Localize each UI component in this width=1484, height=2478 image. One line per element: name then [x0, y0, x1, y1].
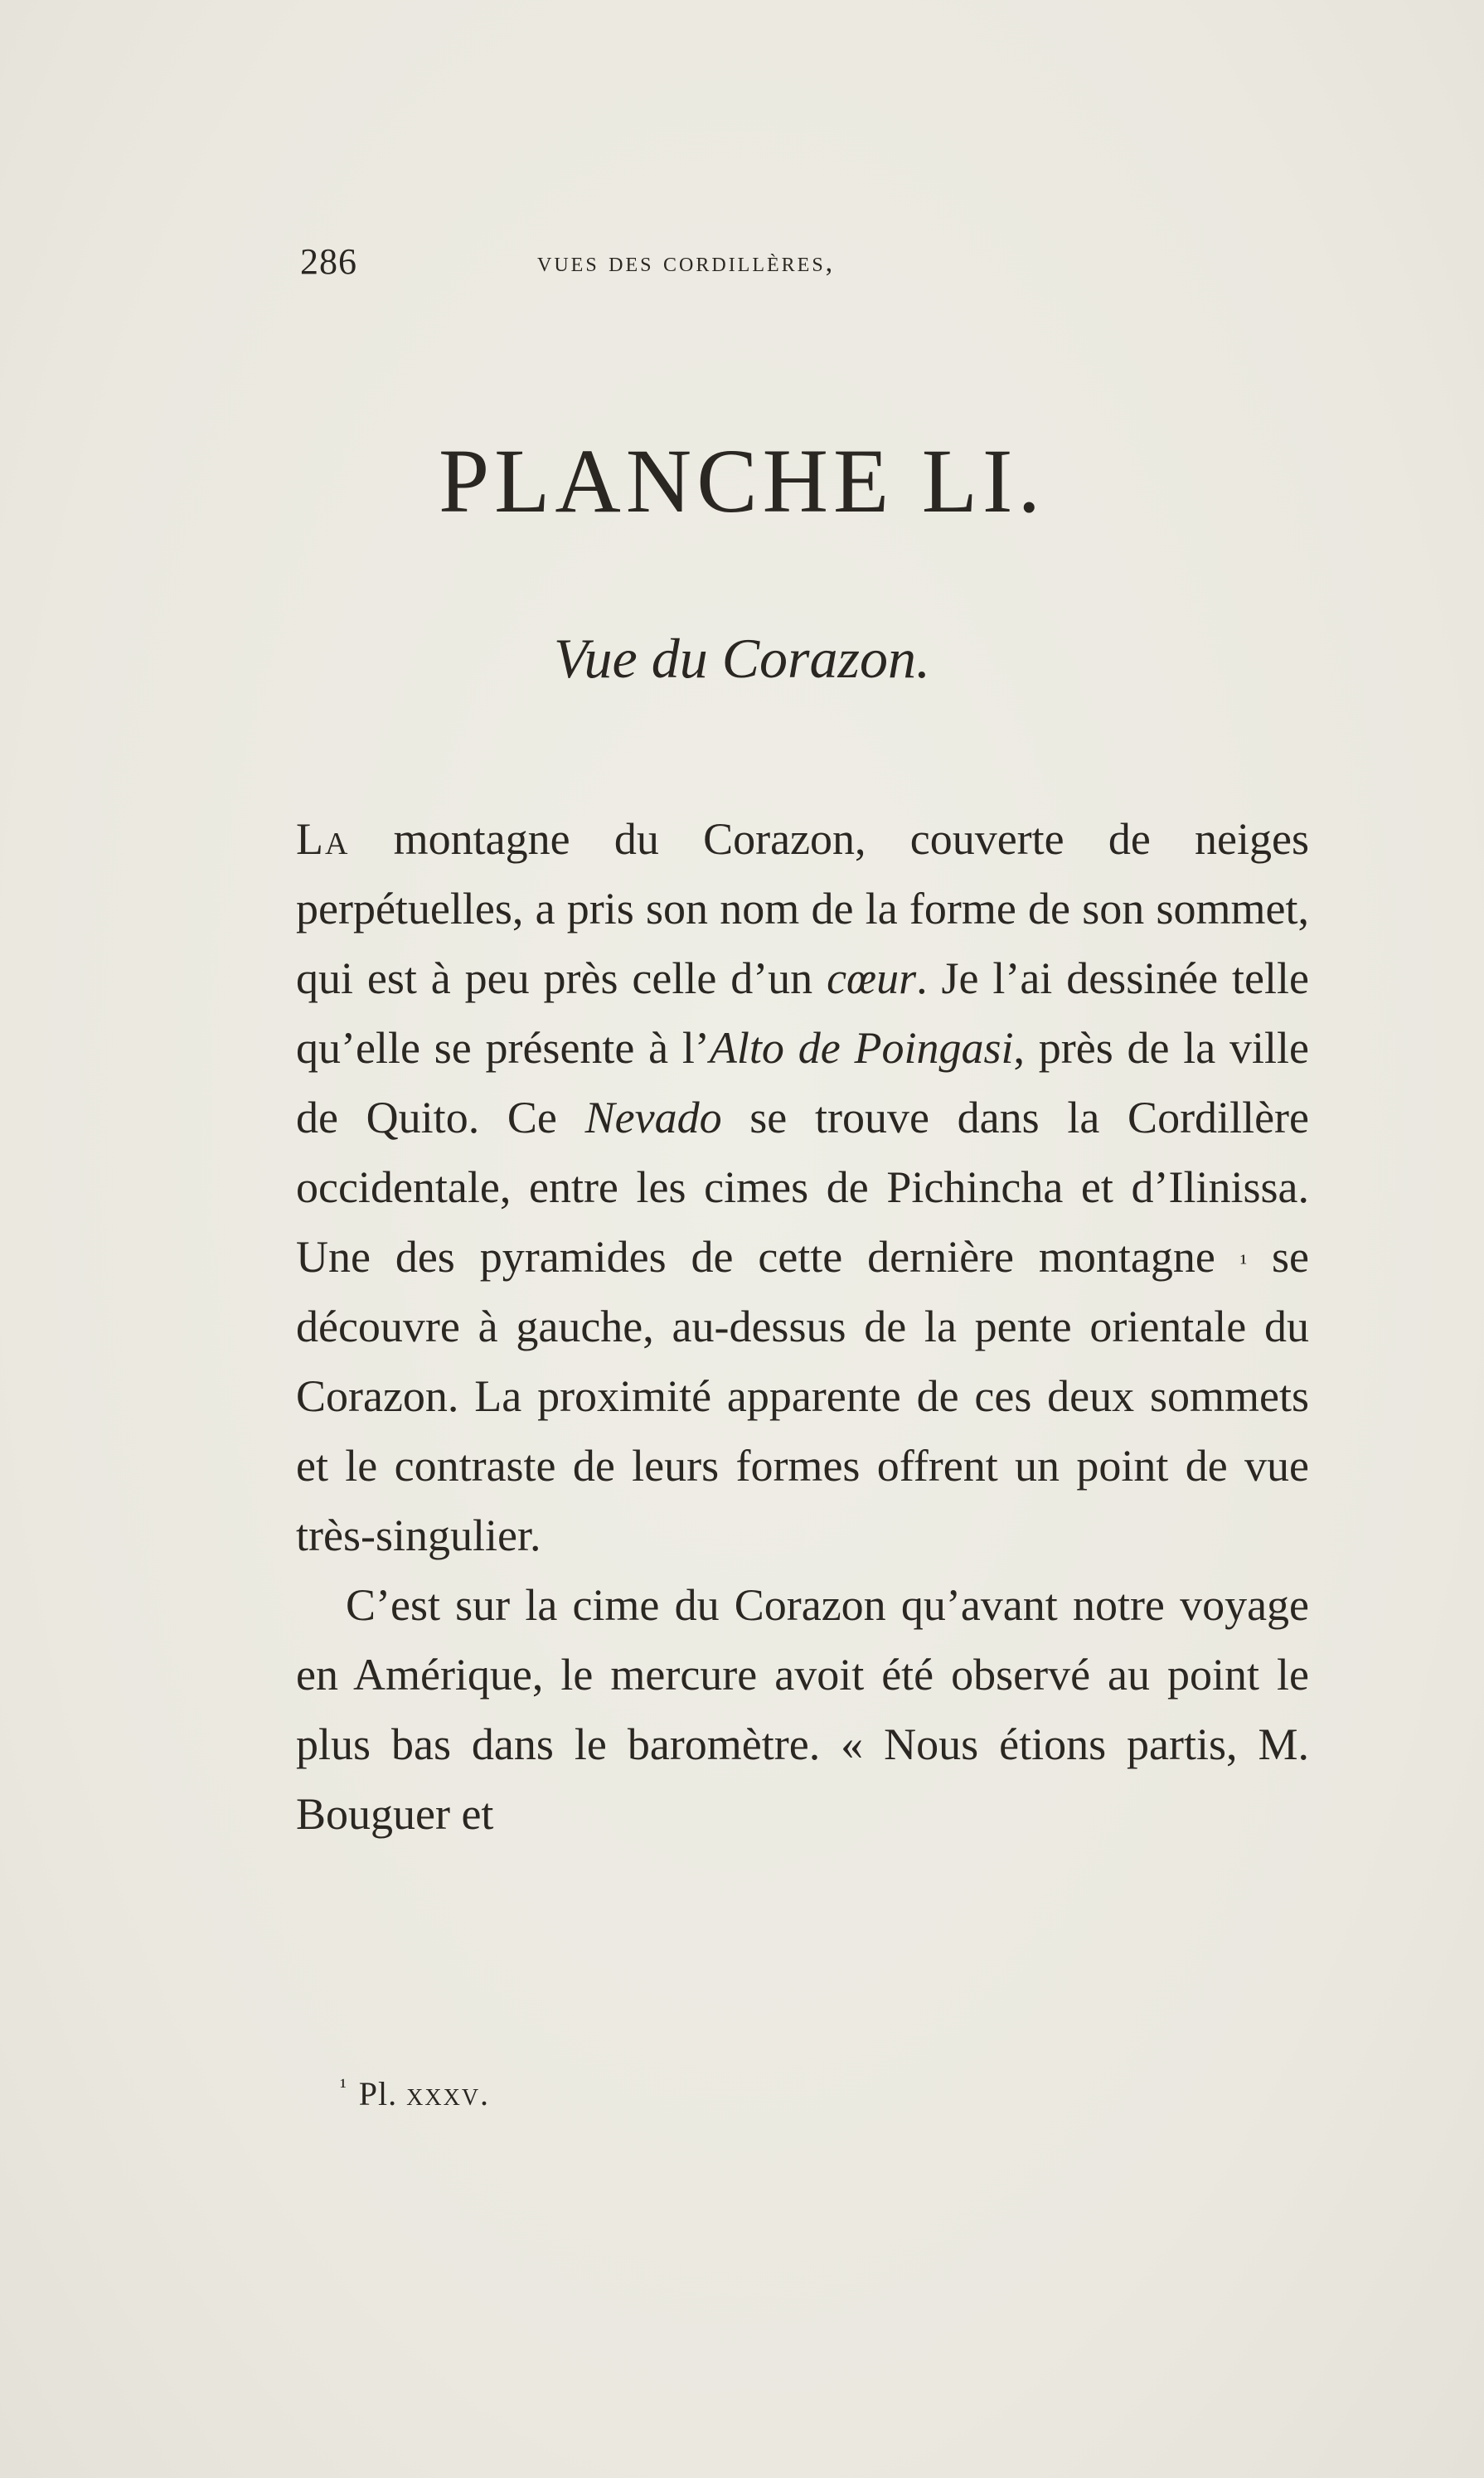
running-title: vues des cordillères, [537, 247, 836, 278]
text-run: se découvre à gauche, au-dessus de la pente orientale du Corazon. La proximité apparente de ces deux sommets et le contraste de leurs formes offrent un point de vue très-singulier. [296, 1232, 1310, 1560]
italic-term: Nevado [584, 1093, 722, 1142]
footnote-mark: ¹ [340, 2074, 347, 2098]
paragraph: C’est sur la cime du Corazon qu’avant notre voyage en Amérique, le mercure avoit été observé au point le plus bas dans le baromètre. « Nous étions partis, M. Bouguer et [296, 1580, 1309, 1839]
italic-term: cœur [827, 953, 917, 1003]
italic-term: Alto de Poingasi [709, 1023, 1014, 1073]
text-run: montagne du Corazon, couverte de neiges perpétuelles, a pris son nom de la forme de son sommet, qui est à peu près celle d’un [296, 814, 1309, 1003]
page-number: 286 [300, 241, 357, 282]
plate-title: PLANCHE LI. [438, 430, 1046, 531]
text-run: se trouve dans la Cordillère occidentale, entre les cimes de Pichincha et d’Ilinissa. Une des pyramides de cette dernière montagne [296, 1093, 1309, 1282]
footnote-label: Pl. [358, 2075, 398, 2112]
running-head [0, 240, 1484, 290]
text-run: . Je l’ai dessinée telle qu’elle se présente à l’ [296, 953, 1309, 1073]
footnote [340, 2074, 490, 2113]
dropcap: La [296, 814, 350, 864]
footnote-number: xxxv. [406, 2075, 491, 2112]
paragraph [296, 804, 1309, 1570]
text-run: , près de la ville de Quito. Ce [296, 1023, 1309, 1142]
body-text [296, 804, 1309, 1849]
footnote-reference: ¹ [1239, 1250, 1248, 1276]
plate-subtitle: Vue du Corazon. [554, 627, 930, 690]
